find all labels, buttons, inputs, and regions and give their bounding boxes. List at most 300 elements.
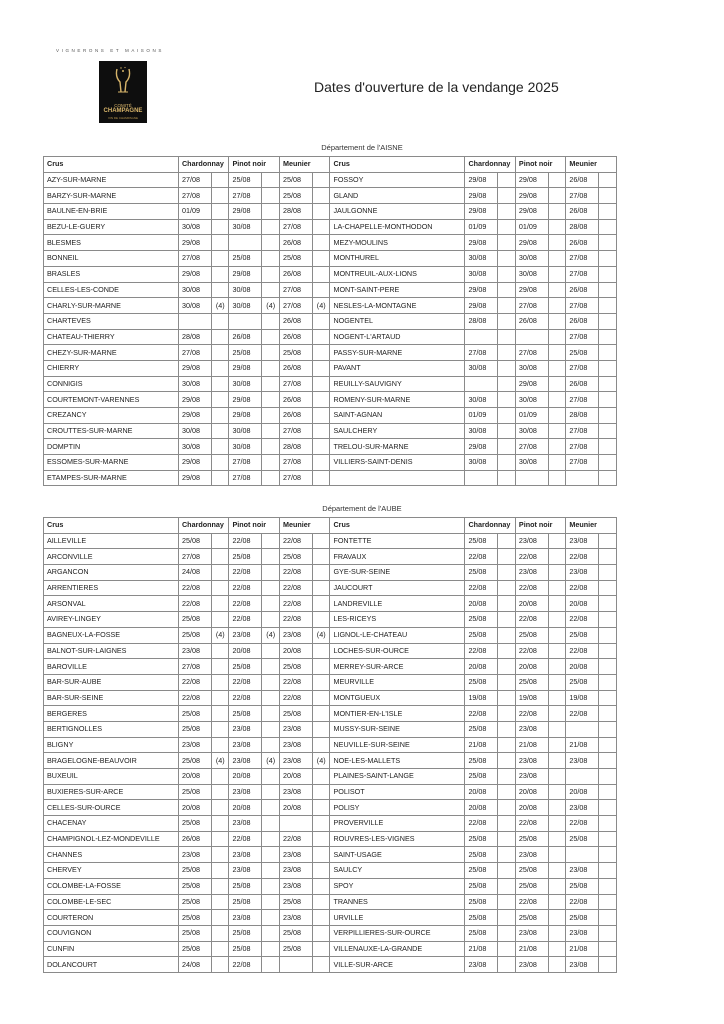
meunier-date: 27/08 [566,455,599,471]
chardonnay-date [465,329,498,345]
meunier-note [599,565,617,581]
chardonnay-note [498,470,516,486]
meunier-date: 22/08 [279,580,312,596]
meunier-date: 23/08 [566,863,599,879]
cru-name: BUXEUIL [44,769,179,785]
meunier-note [312,423,330,439]
pinot-noir-date: 25/08 [229,172,262,188]
chardonnay-note [498,219,516,235]
table-row [44,313,617,329]
chardonnay-note [498,235,516,251]
champagne-glasses-icon [99,65,147,97]
pinot-noir-date: 23/08 [515,769,548,785]
pinot-noir-note [548,847,566,863]
meunier-date: 22/08 [279,674,312,690]
chardonnay-date: 25/08 [178,863,211,879]
meunier-date: 27/08 [566,423,599,439]
cru-name: MEZY-MOULINS [330,235,465,251]
pinot-noir-note [262,957,280,973]
meunier-note [312,360,330,376]
meunier-note [599,251,617,267]
chardonnay-date: 27/08 [178,188,211,204]
table-row [44,643,617,659]
cru-name: BALNOT-SUR-LAIGNES [44,643,179,659]
meunier-date: 20/08 [566,596,599,612]
pinot-noir-note [548,659,566,675]
pinot-noir-date: 30/08 [229,439,262,455]
meunier-date: 23/08 [279,627,312,643]
chardonnay-note [211,219,229,235]
meunier-note [312,878,330,894]
cru-name: AZY-SUR-MARNE [44,172,179,188]
chardonnay-note [211,423,229,439]
meunier-date: 26/08 [279,392,312,408]
cru-name: CHARLY-SUR-MARNE [44,298,179,314]
pinot-noir-note [262,235,280,251]
chardonnay-note [211,894,229,910]
pinot-noir-date: 29/08 [229,360,262,376]
pinot-noir-date: 30/08 [229,298,262,314]
pinot-noir-date: 29/08 [515,282,548,298]
cru-name: MONTIER-EN-L'ISLE [330,706,465,722]
logo-line-champagne: CHAMPAGNE [103,108,143,114]
cru-name: PROVERVILLE [330,816,465,832]
chardonnay-date: 30/08 [465,423,498,439]
pinot-noir-note [548,957,566,973]
meunier-date: 21/08 [566,941,599,957]
cru-name: BARZY-SUR-MARNE [44,188,179,204]
pinot-noir-note [262,612,280,628]
pinot-noir-date: 30/08 [515,360,548,376]
meunier-note [599,721,617,737]
table-row [44,910,617,926]
pinot-noir-date: 27/08 [229,455,262,471]
meunier-date: 25/08 [279,925,312,941]
chardonnay-date: 22/08 [178,580,211,596]
pinot-noir-date: 25/08 [229,878,262,894]
meunier-date: 26/08 [279,329,312,345]
meunier-note [599,549,617,565]
cru-name: BRAGELOGNE-BEAUVOIR [44,753,179,769]
chardonnay-date: 20/08 [465,784,498,800]
chardonnay-date [465,470,498,486]
table-row [44,894,617,910]
chardonnay-note [211,565,229,581]
cru-name: POLISY [330,800,465,816]
meunier-date [566,470,599,486]
column-header: Meunier [566,157,617,173]
column-header: Pinot noir [229,157,280,173]
meunier-date: 21/08 [566,737,599,753]
meunier-note [312,439,330,455]
meunier-note [599,533,617,549]
table-row [44,863,617,879]
meunier-date: 22/08 [566,612,599,628]
meunier-date: 27/08 [279,298,312,314]
pinot-noir-date: 23/08 [229,784,262,800]
chardonnay-date: 22/08 [465,580,498,596]
meunier-date: 26/08 [566,235,599,251]
chardonnay-note [498,941,516,957]
pinot-noir-date: 23/08 [229,627,262,643]
table-row [44,784,617,800]
chardonnay-date: 28/08 [465,313,498,329]
cru-name: MONT-SAINT-PERE [330,282,465,298]
meunier-date: 23/08 [566,565,599,581]
cru-name: ETAMPES-SUR-MARNE [44,470,179,486]
meunier-date: 27/08 [566,329,599,345]
pinot-noir-note [548,596,566,612]
pinot-noir-note [548,690,566,706]
meunier-date: 26/08 [279,266,312,282]
chardonnay-date: 27/08 [178,549,211,565]
pinot-noir-date: 29/08 [229,392,262,408]
meunier-date [279,957,312,973]
chardonnay-date: 29/08 [465,235,498,251]
chardonnay-date: 30/08 [178,298,211,314]
meunier-date: 22/08 [566,643,599,659]
chardonnay-note [498,565,516,581]
meunier-date: 25/08 [279,894,312,910]
chardonnay-date: 25/08 [178,706,211,722]
pinot-noir-note [262,784,280,800]
pinot-noir-date: 23/08 [515,533,548,549]
pinot-noir-note [262,706,280,722]
chardonnay-date [465,376,498,392]
chardonnay-date: 25/08 [465,612,498,628]
pinot-noir-note [548,643,566,659]
meunier-date: 25/08 [279,188,312,204]
pinot-noir-note [262,910,280,926]
meunier-date: 25/08 [279,941,312,957]
pinot-noir-date: 22/08 [229,596,262,612]
table-row [44,769,617,785]
chardonnay-date: 25/08 [178,878,211,894]
cru-name: CHERVEY [44,863,179,879]
chardonnay-date: 29/08 [465,439,498,455]
pinot-noir-date: 26/08 [229,329,262,345]
chardonnay-note [211,455,229,471]
chardonnay-note [211,470,229,486]
cru-name: SAINT-AGNAN [330,408,465,424]
pinot-noir-note [548,533,566,549]
cru-name: SAULCY [330,863,465,879]
pinot-noir-date: 30/08 [229,282,262,298]
cru-name: NEUVILLE-SUR-SEINE [330,737,465,753]
column-header: Meunier [566,518,617,534]
chardonnay-note [211,957,229,973]
pinot-noir-date: 25/08 [229,925,262,941]
chardonnay-date: 25/08 [178,941,211,957]
meunier-note [599,737,617,753]
pinot-noir-note [262,282,280,298]
column-header: Crus [44,157,179,173]
pinot-noir-date: 25/08 [229,549,262,565]
pinot-noir-note [262,549,280,565]
chardonnay-note [498,627,516,643]
pinot-noir-date: 20/08 [515,784,548,800]
meunier-note [599,596,617,612]
pinot-noir-note [262,847,280,863]
pinot-noir-note [548,753,566,769]
pinot-noir-date: 22/08 [229,831,262,847]
cru-name: BERTIGNOLLES [44,721,179,737]
pinot-noir-note [548,737,566,753]
chardonnay-date: 30/08 [465,360,498,376]
pinot-noir-note: (4) [262,627,280,643]
meunier-note [599,282,617,298]
chardonnay-note [211,329,229,345]
meunier-note [312,549,330,565]
pinot-noir-note [262,533,280,549]
pinot-noir-note [262,925,280,941]
meunier-date: 23/08 [279,721,312,737]
chardonnay-date: 20/08 [465,596,498,612]
pinot-noir-note [548,612,566,628]
meunier-date [279,816,312,832]
chardonnay-note [211,596,229,612]
meunier-note [312,737,330,753]
cru-name: MONTHUREL [330,251,465,267]
chardonnay-date: 24/08 [178,957,211,973]
pinot-noir-date: 22/08 [515,894,548,910]
pinot-noir-note [262,737,280,753]
cru-name: ARSONVAL [44,596,179,612]
chardonnay-date: 29/08 [465,188,498,204]
pinot-noir-date: 23/08 [515,925,548,941]
meunier-date: 27/08 [566,188,599,204]
meunier-note [599,298,617,314]
meunier-date: 23/08 [279,863,312,879]
chardonnay-note [211,816,229,832]
pinot-noir-date: 23/08 [515,721,548,737]
cru-name: CHEZY-SUR-MARNE [44,345,179,361]
chardonnay-date: 27/08 [178,251,211,267]
cru-name: MERREY-SUR-ARCE [330,659,465,675]
pinot-noir-note [548,313,566,329]
column-header: Crus [330,157,465,173]
chardonnay-date: 30/08 [465,455,498,471]
chardonnay-note [498,172,516,188]
table-row [44,659,617,675]
meunier-date: 25/08 [566,878,599,894]
column-header: Chardonnay [465,518,515,534]
meunier-date: 26/08 [279,313,312,329]
chardonnay-date: 29/08 [465,172,498,188]
chardonnay-note [498,282,516,298]
pinot-noir-date: 27/08 [515,345,548,361]
meunier-note: (4) [312,627,330,643]
pinot-noir-date: 01/09 [515,408,548,424]
meunier-date: 25/08 [566,910,599,926]
pinot-noir-date: 20/08 [229,769,262,785]
meunier-note [599,580,617,596]
chardonnay-note [498,408,516,424]
meunier-date: 27/08 [279,282,312,298]
chardonnay-date: 23/08 [465,957,498,973]
meunier-note [312,800,330,816]
chardonnay-note [498,690,516,706]
chardonnay-date: 27/08 [465,345,498,361]
chardonnay-note [211,172,229,188]
cru-name: SAULCHERY [330,423,465,439]
chardonnay-note [498,612,516,628]
pinot-noir-note [548,219,566,235]
pinot-noir-note [262,360,280,376]
meunier-note [599,219,617,235]
meunier-date: 25/08 [279,659,312,675]
table-row [44,847,617,863]
meunier-date: 27/08 [566,251,599,267]
cru-name: AVIREY-LINGEY [44,612,179,628]
chardonnay-date: 25/08 [465,894,498,910]
table-row [44,470,617,486]
pinot-noir-note [262,345,280,361]
chardonnay-date: 20/08 [465,659,498,675]
chardonnay-date: 22/08 [465,549,498,565]
pinot-noir-date: 22/08 [515,549,548,565]
page-title: Dates d'ouverture de la vendange 2025 [314,79,559,95]
pinot-noir-note [548,831,566,847]
pinot-noir-note [548,188,566,204]
chardonnay-note [498,659,516,675]
cru-name: LANDREVILLE [330,596,465,612]
pinot-noir-date [515,329,548,345]
pinot-noir-date: 23/08 [515,847,548,863]
pinot-noir-date: 27/08 [229,470,262,486]
pinot-noir-date: 29/08 [515,188,548,204]
cru-name [330,470,465,486]
table-header-row [44,518,617,534]
column-header: Meunier [279,518,329,534]
chardonnay-date: 23/08 [178,847,211,863]
table-row [44,392,617,408]
meunier-date: 22/08 [566,580,599,596]
meunier-note [312,910,330,926]
section-title-aube: Département de l'AUBE [322,504,402,513]
cru-name: LES-RICEYS [330,612,465,628]
chardonnay-date: 25/08 [465,910,498,926]
cru-name: JAUCOURT [330,580,465,596]
pinot-noir-date: 22/08 [229,957,262,973]
pinot-noir-note [548,941,566,957]
pinot-noir-note [548,408,566,424]
chardonnay-date: 25/08 [465,627,498,643]
chardonnay-note [211,282,229,298]
table-row [44,580,617,596]
cru-name: CHANNES [44,847,179,863]
meunier-note: (4) [312,753,330,769]
meunier-note [599,831,617,847]
pinot-noir-note [262,941,280,957]
meunier-date: 23/08 [566,753,599,769]
pinot-noir-note [548,565,566,581]
chardonnay-date: 22/08 [465,643,498,659]
chardonnay-note [211,408,229,424]
chardonnay-date: 01/09 [465,219,498,235]
table-row [44,251,617,267]
cru-name: CHARTEVES [44,313,179,329]
chardonnay-date: 20/08 [465,800,498,816]
cru-name: BAR-SUR-SEINE [44,690,179,706]
pinot-noir-note [548,863,566,879]
pinot-noir-date: 30/08 [515,251,548,267]
chardonnay-note [498,643,516,659]
pinot-noir-date: 29/08 [229,408,262,424]
chardonnay-note [498,847,516,863]
chardonnay-date: 22/08 [465,706,498,722]
meunier-date: 22/08 [279,831,312,847]
chardonnay-note [211,251,229,267]
meunier-note [599,863,617,879]
meunier-date: 23/08 [279,784,312,800]
pinot-noir-date: 22/08 [515,612,548,628]
chardonnay-date: 29/08 [178,470,211,486]
table-row [44,941,617,957]
pinot-noir-date: 23/08 [515,957,548,973]
pinot-noir-date: 22/08 [515,816,548,832]
cru-name: BUXIERES-SUR-ARCE [44,784,179,800]
meunier-date: 26/08 [566,313,599,329]
chardonnay-note [211,392,229,408]
column-header: Meunier [279,157,329,173]
meunier-note [312,706,330,722]
meunier-date: 27/08 [566,298,599,314]
chardonnay-note [498,345,516,361]
chardonnay-date: 25/08 [465,753,498,769]
meunier-date: 27/08 [566,266,599,282]
meunier-note [599,690,617,706]
chardonnay-note [498,188,516,204]
pinot-noir-note [262,376,280,392]
pinot-noir-note [548,172,566,188]
chardonnay-note [498,878,516,894]
pinot-noir-note [548,878,566,894]
meunier-note [599,957,617,973]
pinot-noir-note [262,800,280,816]
meunier-date: 22/08 [279,565,312,581]
cru-name: DOLANCOURT [44,957,179,973]
meunier-note [599,706,617,722]
chardonnay-date: 25/08 [465,878,498,894]
meunier-note [599,753,617,769]
cru-name: FOSSOY [330,172,465,188]
table-row [44,408,617,424]
chardonnay-note [211,800,229,816]
chardonnay-date: 29/08 [178,266,211,282]
meunier-date: 20/08 [279,643,312,659]
comite-champagne-logo [99,61,147,123]
chardonnay-note [498,392,516,408]
pinot-noir-date: 22/08 [229,533,262,549]
chardonnay-note [211,674,229,690]
pinot-noir-date [229,313,262,329]
chardonnay-date: 25/08 [178,721,211,737]
pinot-noir-date: 22/08 [229,612,262,628]
meunier-date: 27/08 [279,376,312,392]
chardonnay-note [498,313,516,329]
chardonnay-date: 22/08 [178,690,211,706]
meunier-note [599,423,617,439]
cru-name: CUNFIN [44,941,179,957]
meunier-date: 23/08 [566,925,599,941]
pinot-noir-date [229,235,262,251]
pinot-noir-note [262,188,280,204]
chardonnay-note [498,800,516,816]
meunier-date: 25/08 [279,706,312,722]
meunier-note [312,204,330,220]
table-row [44,219,617,235]
